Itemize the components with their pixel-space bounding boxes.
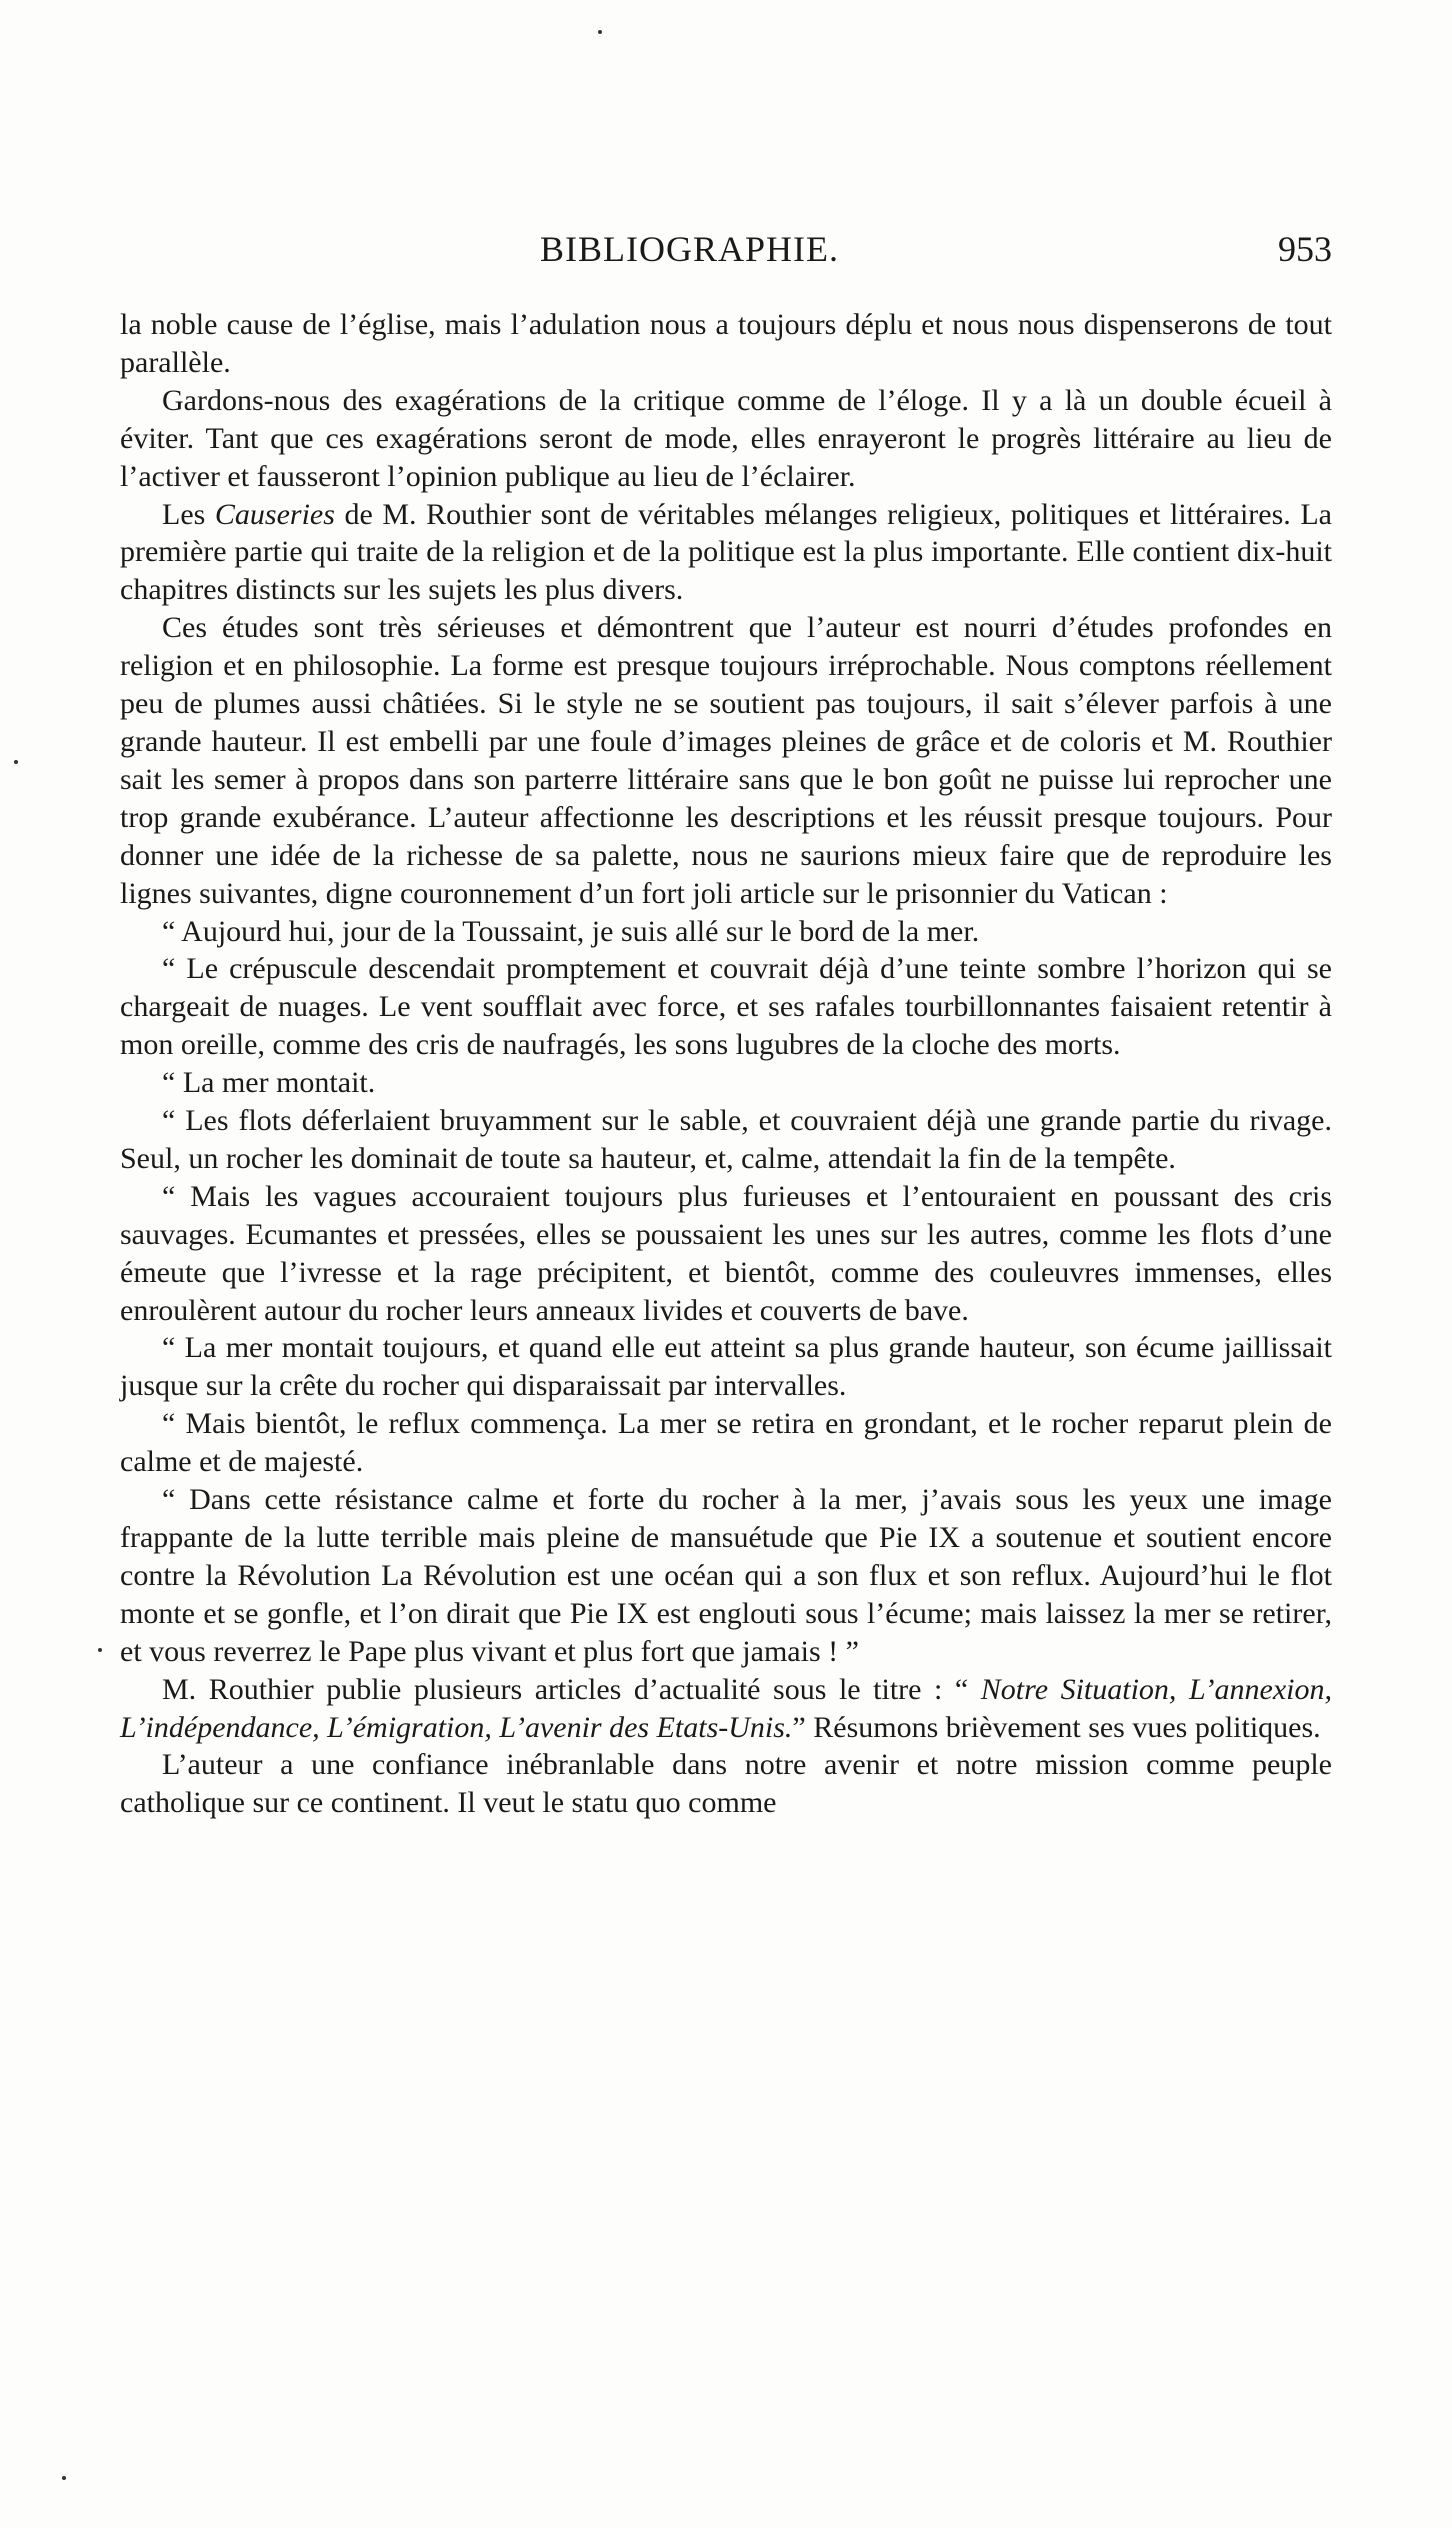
page-header <box>120 228 1332 276</box>
paragraph <box>120 1102 1332 1178</box>
paragraph <box>120 1064 1332 1102</box>
page-number: 953 <box>1278 229 1332 269</box>
paragraph <box>120 1329 1332 1405</box>
paragraph <box>120 609 1332 912</box>
paragraph <box>120 950 1332 1064</box>
italic-text: Notre Situation, L’annexion, L’indépendance, L’émigration, L’avenir des Etats-Unis. <box>120 1672 1333 1744</box>
text-run: de M. Routhier sont de véritables mélanges religieux, politiques et littéraires. La première partie qui traite de la religion et de la politique est la plus importante. Elle contient dix-huit chapitres distincts sur les sujets les plus divers. <box>120 497 1332 607</box>
text-run: “ La mer montait. <box>162 1066 376 1100</box>
text-run: Ces études sont très sérieuses et démontrent que l’auteur est nourri d’études profondes en religion et en philosophie. La forme est presque toujours irréprochable. Nous comptons réellement peu de plumes aussi châtiées. Si le style ne se soutient pas toujours, il sait s’élever parfois à une grande hauteur. Il est embelli par une foule d’images pleines de grâce et de coloris et M. Routhier sait les semer à propos dans son parterre littéraire sans que le bon goût ne puisse lui reprocher une trop grande exubérance. L’auteur affectionne les descriptions et les réussit presque toujours. Pour donner une idée de la richesse de sa palette, nous ne saurions mieux faire que de reproduire les lignes suivantes, digne couronnement d’un fort joli article sur le prisonnier du Vatican : <box>120 611 1332 910</box>
text-run: la noble cause de l’église, mais l’adulation nous a toujours déplu et nous nous dispenserons de tout parallèle. <box>120 308 1332 379</box>
text-run: M. Routhier publie plusieurs articles d’actualité sous le titre : “ <box>162 1672 981 1706</box>
margin-dot-top <box>598 30 602 34</box>
italic-text: Causeries <box>214 497 335 531</box>
margin-dot-left-1 <box>14 760 18 764</box>
text-run: Les <box>162 497 215 531</box>
paragraph <box>120 1481 1332 1671</box>
margin-dot-bottom <box>62 2476 66 2480</box>
body-text <box>120 306 1332 1822</box>
margin-dot-left-2 <box>98 1648 102 1652</box>
paragraph <box>120 1746 1332 1822</box>
paragraph <box>120 382 1332 496</box>
text-run: “ La mer montait toujours, et quand elle eut atteint sa plus grande hauteur, son écume jaillissait jusque sur la crête du rocher qui disparaissait par intervalles. <box>120 1331 1332 1403</box>
text-run: “ Les flots déferlaient bruyamment sur le sable, et couvraient déjà une grande partie du rivage. Seul, un rocher les dominait de toute sa hauteur, et, calme, attendait la fin de la tempête. <box>120 1104 1332 1175</box>
running-title: BIBLIOGRAPHIE. <box>540 229 839 269</box>
text-run: L’auteur a une confiance inébranlable dans notre avenir et notre mission comme peuple catholique sur ce continent. Il veut le statu quo comme <box>120 1748 1332 1820</box>
text-run: “ Mais les vagues accouraient toujours plus furieuses et l’entouraient en poussant des cris sauvages. Ecumantes et pressées, elles se poussaient les unes sur les autres, comme les flots d’une émeute que l’ivresse et la rage précipitent, et bientôt, comme des couleuvres immenses, elles enroulèrent autour du rocher leurs anneaux livides et couverts de bave. <box>120 1179 1332 1327</box>
paragraph <box>120 1178 1332 1330</box>
paragraph <box>120 913 1332 951</box>
paragraph <box>120 496 1332 610</box>
paragraph <box>120 306 1332 382</box>
text-run: “ Aujourd hui, jour de la Toussaint, je suis allé sur le bord de la mer. <box>162 914 980 948</box>
text-run: Gardons-nous des exagérations de la critique comme de l’éloge. Il y a là un double écueil à éviter. Tant que ces exagérations seront de mode, elles enrayeront le progrès littéraire au lieu de l’activer et fausseront l’opinion publique au lieu de l’éclairer. <box>120 383 1332 493</box>
paragraph <box>120 1405 1332 1481</box>
text-run: “ Mais bientôt, le reflux commença. La mer se retira en grondant, et le rocher reparut plein de calme et de majesté. <box>120 1407 1332 1479</box>
text-run: “ Dans cette résistance calme et forte du rocher à la mer, j’avais sous les yeux une image frappante de la lutte terrible mais pleine de mansuétude que Pie IX a soutenue et soutient encore contre la Révolution La Révolution est une océan qui a son flux et son reflux. Aujourd’hui le flot monte et se gonfle, et l’on dirait que Pie IX est englouti sous l’écume; mais laissez la mer se retirer, et vous reverrez le Pape plus vivant et plus fort que jamais ! ” <box>120 1483 1332 1668</box>
text-run: “ Le crépuscule descendait promptement et couvrait déjà d’une teinte sombre l’horizon qui se chargeait de nuages. Le vent soufflait avec force, et ses rafales tourbillonnantes faisaient retentir à mon oreille, comme des cris de naufragés, les sons lugubres de la cloche des morts. <box>120 952 1332 1062</box>
paragraph <box>120 1671 1332 1747</box>
text-run: ” Résumons brièvement ses vues politiques. <box>792 1710 1321 1744</box>
